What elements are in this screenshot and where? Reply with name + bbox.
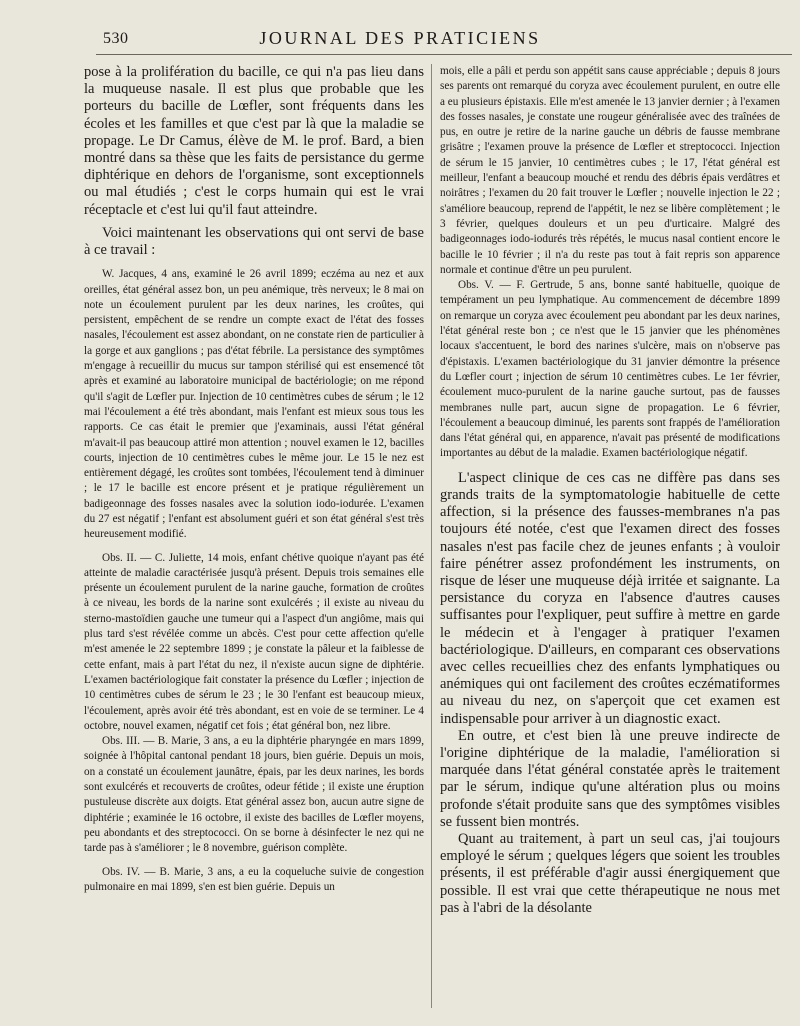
paragraph-indirect-proof: En outre, et c'est bien là une preuve indirecte de l'origine diphtérique de la maladie, l'amélioration si marquée dans l'état général constatée après le traitement par le sérum, indique qu'une altération plus ou moins profonde s'était produite sans que des symptômes visibles se fussent bien montrés. [440,727,780,830]
observation-5: Obs. V. — F. Gertrude, 5 ans, bonne santé habituelle, quoique de tempérament un peu lymphatique. Au commencement de décembre 1899 on remarque un coryza avec écoulement peu abondant par les deux narines, l'état général reste bon ; ce n'est que le 15 janvier que les phénomènes locaux s'accentuent, le bord des narines s'ulcère, mais on n'observe pas d'épistaxis. L'examen bactériologique du 31 janvier démontre la présence du Lœfler court ; injection de sérum 10 centimètres cubes. Le 1er février, écoulement muco-purulent de la narine gauche surtout, pas de fausses membranes nulle part, aucun signe de propagation. Le 6 février, l'écoulement a beaucoup diminué, les parents sont frappés de l'amélioration dans l'état général qui, en apparence, n'avait pas présenté de modifications importantes au début de la maladie. Examen bactériologique négatif. [440,279,780,460]
observation-3: Obs. III. — B. Marie, 3 ans, a eu la diphtérie pharyngée en mars 1899, soignée à l'hôpital cantonal pendant 18 jours, bien guérie. Depuis un mois, on a constaté un écoulement jaunâtre, épais, par les deux narines, les bords sont exulcérés et recouverts de croûtes, odeur fétide ; il existe une éruption pustuleuse discrète aux doigts. Etat général assez bon, aucun autre signe de diphtérie ; examinée le 16 octobre, il existe des bacilles de Lœfler moyens, peu abondants et des streptococci. On se borne à désinfecter le nez qui ne tarde pas à s'améliorer ; le 8 novembre, guérison complète. [84,735,424,855]
page-header [0,22,800,56]
header-rule [96,54,792,55]
observation-1: W. Jacques, 4 ans, examiné le 26 avril 1899; eczéma au nez et aux oreilles, état général assez bon, un peu anémique, très nerveux; le 8 mai on note un écoulement purulent par les deux narines, les croûtes, qui persistent, empêchent de se rendre un compte exact de l'état des fosses nasales, l'écoulement est assez abondant, on ne constate rien de particulier à la gorge et aux ganglions ; pas d'état fébrile. La persistance des symptômes m'engage à recueillir du mucus sur tampon stérilisé qui est ensemencé tôt après et examiné au laboratoire municipal de bactériologie; on me répond qu'il s'agit de Lœfler pur. Injection de 10 centimètres cubes de sérum ; le 12 mai l'écoulement a été très abondant, mais l'enfant est mieux sous tous les rapports. Ce cas était le premier que j'examinais, aussi l'état général m'avait-il pas beaucoup attiré mon attention ; nouvel examen le 12, bacilles courts, injection de 10 centimètres cubes le même jour. Le 15 le nez est entièrement dégagé, les croûtes sont tombées, l'écoulement tend à diminuer ; le 17 le bacille est encore présent et je pratique régulièrement un badigeonnage des fosses nasales avec la solution iodo-iodurée. L'examen du 27 est négatif ; l'enfant est absolument guéri et son état général s'est très heureusement modifié. [84,268,424,541]
page-number: 530 [103,30,129,47]
observation-4-continued: mois, elle a pâli et perdu son appétit sans cause appréciable ; depuis 8 jours ses parents ont remarqué du coryza avec écoulement purulent, en outre elle a eu plusieurs épistaxis. Elle m'est amenée le 13 janvier dernier ; à l'examen des fosses nasales, je constate une rougeur généralisée avec des traînées de pus, en outre je retire de la narine gauche un débris de fausse membrane grisâtre ; l'examen prouve la présence de Lœfler et streptococci. Injection de sérum le 15 janvier, 10 centimètres cubes ; le 17, l'état général est meilleur, l'enfant a beaucoup mouché et rendu des débris épais verdâtres et noirâtres ; l'examen du 20 fait trouver le Lœfler ; nouvelle injection le 22 ; s'améliore beaucoup, reprend de l'appétit, le nez se libère complètement ; le 3 février, quelques douleurs et un peu d'urticaire. Malgré des badigeonnages iodo-iodurés très répétés, le mucus nasal contient encore le bacille le 10 février ; il n'a du reste pas tout à fait repris son apparence normale et continue d'être un peu purulent. [440,65,780,276]
paragraph-observations-lead: Voici maintenant les observations qui ont servi de base à ce travail : [84,224,424,259]
observation-2: Obs. II. — C. Juliette, 14 mois, enfant chétive quoique n'ayant pas été atteinte de maladie caractérisée jusqu'à présent. Depuis trois semaines elle présente un écoulement purulent de la narine gauche, formation de croûtes à ce niveau, les bords de la narine sont exulcérés ; il existe au niveau du sterno-mastoïdien gauche une tumeur qui a l'aspect d'un angiôme, mais qui plus tard s'est révélée comme un abcès. C'est pour cette affection qu'elle m'est amenée le 22 septembre 1899 ; je constate la pâleur et la faiblesse de cette enfant, mais à part l'état du nez, il n'existe aucun signe de diphtérie. L'examen bactériologique fait constater la présence du Lœfler ; injection de 10 centimètres cubes de sérum le 23 ; le 30 l'enfant est beaucoup mieux, l'écoulement, après avoir été très abondant, est en voie de se terminer. Le 4 octobre, nouvel examen, négatif cet fois ; état général bon, nez libre. [84,551,424,732]
right-column [440,64,780,917]
paragraph-clinical-aspect: L'aspect clinique de ces cas ne diffère pas dans ses grands traits de la symptomatologie habituelle de cette affection, si la présence des fausses-membranes n'a pas toujours été notée, c'est que l'examen direct des fosses nasales n'est pas facile chez de jeunes enfants ; à vouloir faire pénétrer assez profondément les instruments, on risque de léser une muqueuse déjà irritée et saignante. La persistance du coryza en l'absence d'autres causes suffisantes pour l'expliquer, peut suffire à mettre en garde le médecin et à l'engager à pratiquer l'examen bactériologique. D'ailleurs, en comparant ces observations avec celles recueillies chez des enfants lymphatiques ou anémiques qui ont facilement des croûtes eczématiformes au niveau du nez, on s'aperçoit que cet examen est indispensable pour arriver à un diagnostic exact. [440,469,780,727]
running-title: JOURNAL DES PRATICIENS [259,28,541,48]
observation-4-start: Obs. IV. — B. Marie, 3 ans, a eu la coqueluche suivie de congestion pulmonaire en mai 1899, s'en est bien guérie. Depuis un [84,865,424,893]
column-divider [431,64,432,1008]
left-column [84,64,424,895]
paragraph-intro: pose à la prolifération du bacille, ce qui n'a pas lieu dans la muqueuse nasale. Il est plus que probable que les porteurs du bacille de Lœfler, sont fréquents dans les écoles et les familles et que c'est par là que la maladie se propage. Le Dr Camus, élève de M. le prof. Bard, a bien montré dans sa thèse que les faits de persistance du germe diphtérique en dehors de l'organisme, sont exceptionnels ou mal étudiés ; c'est le corps humain qui est le vrai réceptacle et c'est lui qu'il faut atteindre. [84,64,424,218]
paragraph-treatment: Quant au traitement, à part un seul cas, j'ai toujours employé le sérum ; quelques légers que soient les troubles présents, il est préférable d'agir aussi énergiquement que possible. Il est vrai que cette thérapeutique ne nous met pas à l'abri de la désolante [440,830,780,916]
